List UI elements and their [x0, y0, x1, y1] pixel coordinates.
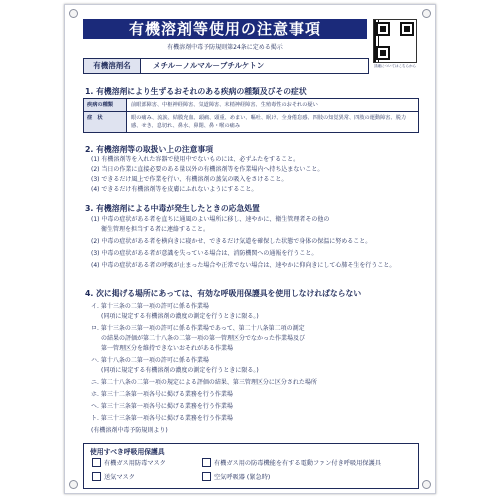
qr-code-icon[interactable] [373, 19, 417, 63]
list-item: (同項に規定する有機溶剤の濃度の測定を行うときに限る。) [101, 313, 259, 320]
symptom-value: 眼の痛み、流涙、結膜充血、頭痛、頭重、めまい、嘔吐、眠け、全身倦怠感、四肢の知覚異常、四肢の運動障害、脱力感、せき、息切れ、鼻水、鼻閉、鼻・喉の痛み [131, 115, 407, 129]
list-item: (2) 中毒の症状がある者を横向きに寝かせ、できるだけ気道を確保した状態で身体の保温に努めること。 [91, 238, 372, 245]
option-label: 送気マスク [104, 474, 135, 481]
mounting-hole [422, 9, 431, 18]
list-item: (2) 当日の作業に直接必要のある量以外の有機溶剤等を作業場内へ持ち込まないこと。 [91, 166, 324, 173]
solvent-name-value: メチル－ノルマル－ブチルケトン [153, 61, 265, 70]
qr-caption: 詳細についてはこちらから [374, 64, 416, 68]
respirator-option-airline[interactable] [92, 472, 135, 481]
respirator-heading: 使用すべき呼吸用保護具 [90, 448, 165, 456]
sign-title: 有機溶剤等使用の注意事項 [83, 19, 367, 39]
option-label: 空気呼吸器 (緊急時) [214, 474, 271, 481]
list-item: ニ. 第二十八条の二第一項の規定による評価の結果、第三管理区分に区分された場所 [91, 379, 317, 386]
disease-label: 疾病の種類 [84, 99, 127, 111]
mounting-hole [69, 9, 78, 18]
list-item: ロ. 第十三条の三第一項の許可に係る作業場であって、第二十八条第二項の測定 [91, 325, 305, 332]
option-label: 有機ガス用防毒マスク [104, 460, 166, 467]
list-item: (同項に規定する有機溶剤の濃度の測定を行うときに限る。) [101, 367, 259, 374]
list-item: (3) できるだけ風上で作業を行い、有機溶剤の蒸気の吸入をさけること。 [91, 176, 288, 183]
list-item: の結果の評価が第二十八条の二第一項の第一管理区分でなかった作業場及び [101, 335, 306, 342]
respirator-box [83, 443, 419, 489]
list-item: ヘ. 第三十三条第一項各号に掲げる業務を行う作業場 [91, 403, 233, 410]
checkbox[interactable] [92, 472, 101, 481]
list-item: (4) 中毒の症状がある者の呼吸が止まった場合や正常でない場合は、速やかに仰向きにして心肺そ生を行うこと。 [91, 262, 396, 269]
solvent-name-label: 有機溶剤名 [84, 59, 141, 73]
symptom-row [84, 112, 418, 132]
sign-subtitle: 有機溶剤中毒予防規則第24条に定める掲示 [167, 44, 283, 51]
checkbox[interactable] [92, 458, 101, 467]
section-4-heading: 4. 次に掲げる場所にあっては、有効な呼吸用保護具を使用しなければならない [85, 289, 362, 298]
checkbox[interactable] [202, 458, 211, 467]
list-item: ハ. 第十八条の二第一項の許可に係る作業場 [91, 357, 209, 364]
list-item: (有機溶剤中毒予防規則より) [91, 427, 168, 434]
list-item: イ. 第十三条の二第一項の許可に係る作業場 [91, 303, 209, 310]
section-3-heading: 3. 有機溶剤による中毒が発生したときの応急処置 [85, 204, 260, 213]
checkbox[interactable] [202, 472, 211, 481]
mounting-hole [69, 480, 78, 489]
symptom-label: 症 状 [84, 112, 127, 132]
respirator-option-gas-mask[interactable] [92, 458, 166, 467]
list-item: (4) できるだけ有機溶剤等を皮膚にふれないようにすること。 [91, 186, 258, 193]
disease-table [83, 98, 419, 133]
section-1-heading: 1. 有機溶剤により生ずるおそれのある疾病の種類及びその症状 [85, 87, 307, 96]
disease-value: 前眼部障害、中枢神経障害、気道障害、末梢神経障害、生殖毒性のおそれの疑い [131, 102, 318, 108]
section-2-heading: 2. 有機溶剤等の取扱い上の注意事項 [85, 145, 214, 154]
respirator-option-powered[interactable] [202, 458, 381, 467]
mounting-hole [422, 480, 431, 489]
list-item: 第一管理区分を維持できないおそれがある作業場 [101, 345, 234, 352]
option-label: 有機ガス用の防毒機能を有する電動ファン付き呼吸用保護具 [214, 460, 381, 467]
respirator-option-scba[interactable] [202, 472, 270, 481]
solvent-name-row [83, 58, 369, 74]
list-item: (1) 中毒の症状がある者を直ちに通風のよい場所に移し、速やかに、衛生管理者その他の [91, 216, 330, 223]
list-item: ト. 第三十三条第一項各号に掲げる業務を行う作業場 [91, 415, 233, 422]
sign-panel [64, 4, 436, 494]
list-item: (1) 有機溶剤等を入れた容器で使用中でないものには、必ずふたをすること。 [91, 156, 300, 163]
list-item: (3) 中毒の症状がある者が意識を失っている場合は、消防機関への通報を行うこと。 [91, 250, 318, 257]
list-item: ホ. 第三十二条第一項各号に掲げる業務を行う作業場 [91, 391, 233, 398]
list-item: 衛生管理を担当する者に連絡すること。 [101, 226, 210, 233]
disease-row [84, 99, 418, 112]
